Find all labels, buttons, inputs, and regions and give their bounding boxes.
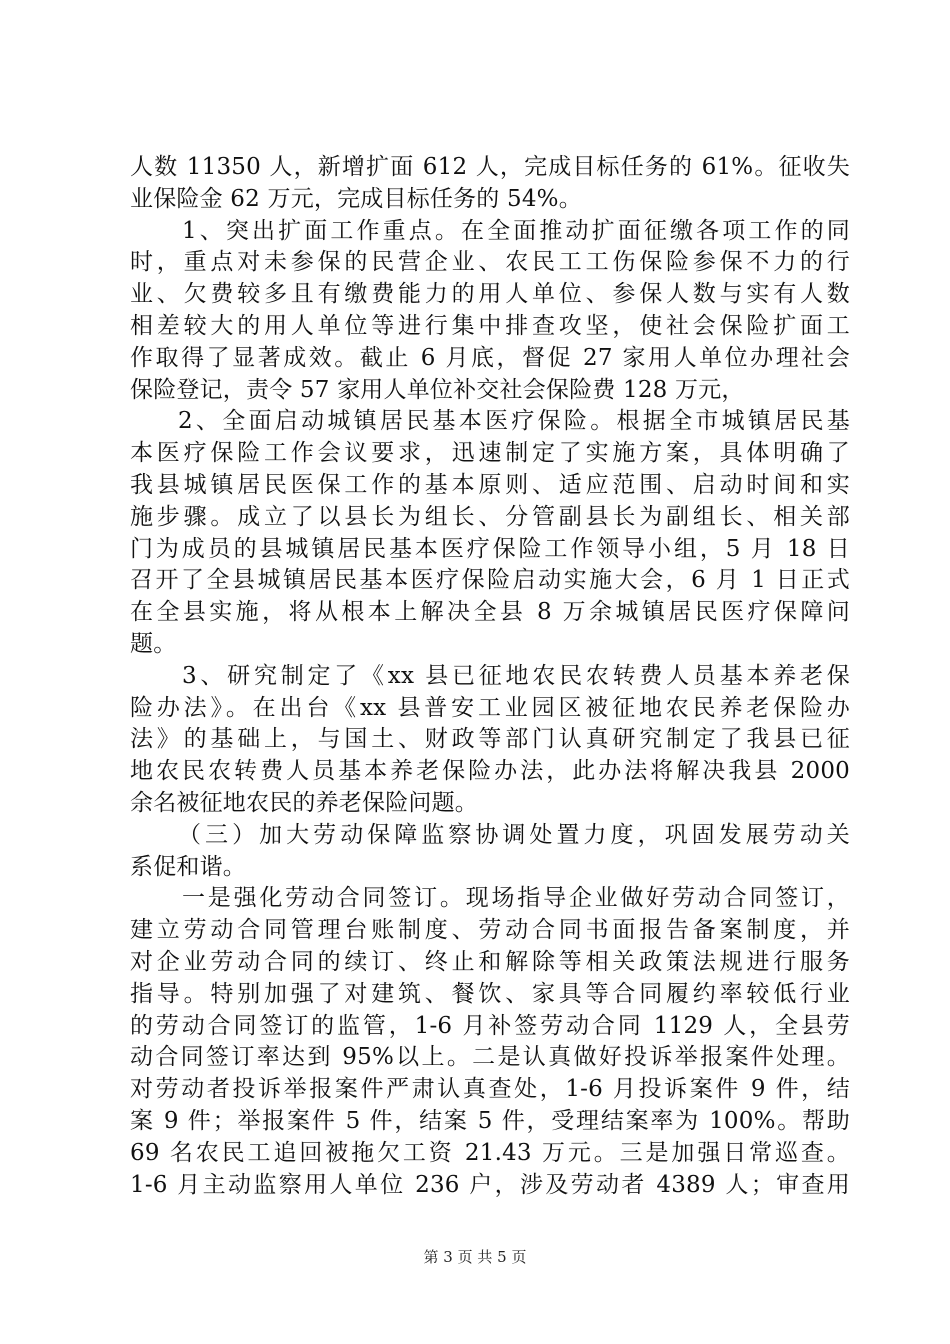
- text-line: 一是强化劳动合同签订。现场指导企业做好劳动合同签订，: [182, 885, 850, 912]
- text-line: 系促和谐。: [130, 853, 246, 880]
- text-line: 法》的基础上，与国土、财政等部门认真研究制定了我县已征: [130, 726, 850, 753]
- text-line: 地农民农转费人员基本养老保险办法，此办法将解决我县 2000: [130, 758, 850, 785]
- text-line: 的劳动合同签订的监管，1-6 月补签劳动合同 1129 人，全县劳: [130, 1012, 850, 1039]
- text-line: 1、突出扩面工作重点。在全面推动扩面征缴各项工作的同: [182, 217, 850, 244]
- text-line: 69 名农民工追回被拖欠工资 21.43 万元。三是加强日常巡查。: [130, 1139, 850, 1166]
- text-line: （三）加大劳动保障监察协调处置力度，巩固发展劳动关: [178, 821, 850, 848]
- text-line: 业、欠费较多且有缴费能力的用人单位、参保人数与实有人数: [130, 281, 850, 308]
- text-line: 门为成员的县城镇居民基本医疗保险工作领导小组，5 月 18 日: [130, 535, 850, 562]
- text-line: 相差较大的用人单位等进行集中排查攻坚，使社会保险扩面工: [130, 312, 850, 339]
- text-line: 我县城镇居民医保工作的基本原则、适应范围、启动时间和实: [130, 471, 850, 498]
- text-line: 对企业劳动合同的续订、终止和解除等相关政策法规进行服务: [130, 948, 850, 975]
- body-text: [130, 152, 850, 1201]
- text-line: 建立劳动合同管理台账制度、劳动合同书面报告备案制度，并: [130, 917, 850, 944]
- text-line: 对劳动者投诉举报案件严肃认真查处，1-6 月投诉案件 9 件，结: [130, 1076, 850, 1103]
- text-line: 1-6 月主动监察用人单位 236 户，涉及劳动者 4389 人；审查用: [130, 1171, 850, 1198]
- text-line: 时，重点对未参保的民营企业、农民工工伤保险参保不力的行: [130, 249, 850, 276]
- text-line: 在全县实施，将从根本上解决全县 8 万余城镇居民医疗保障问: [130, 599, 850, 626]
- page-footer: 第 3 页 共 5 页: [423, 1248, 527, 1266]
- text-line: 题。: [130, 630, 177, 657]
- text-line: 余名被征地农民的养老保险问题。: [130, 789, 478, 816]
- text-line: 指导。特别加强了对建筑、餐饮、家具等合同履约率较低行业: [130, 980, 850, 1007]
- text-line: 2、全面启动城镇居民基本医疗保险。根据全市城镇居民基: [178, 408, 850, 435]
- text-line: 业保险金 62 万元，完成目标任务的 54%。: [130, 185, 582, 212]
- text-line: 案 9 件；举报案件 5 件，结案 5 件，受理结案率为 100%。帮助: [130, 1107, 850, 1134]
- text-line: 本医疗保险工作会议要求，迅速制定了实施方案，具体明确了: [130, 440, 850, 467]
- text-line: 人数 11350 人，新增扩面 612 人，完成目标任务的 61%。征收失: [130, 154, 850, 180]
- text-line: 险办法》。在出台《xx 县普安工业园区被征地农民养老保险办: [130, 694, 850, 721]
- text-line: 动合同签订率达到 95%以上。二是认真做好投诉举报案件处理。: [130, 1044, 850, 1071]
- text-line: 施步骤。成立了以县长为组长、分管副县长为副组长、相关部: [130, 503, 850, 530]
- text-line: 3、研究制定了《xx 县已征地农民农转费人员基本养老保: [182, 662, 850, 689]
- text-line: 作取得了显著成效。截止 6 月底，督促 27 家用人单位办理社会: [130, 344, 850, 371]
- text-line: 召开了全县城镇居民基本医疗保险启动实施大会，6 月 1 日正式: [130, 567, 850, 594]
- text-line: 保险登记，责令 57 家用人单位补交社会保险费 128 万元，: [130, 376, 745, 403]
